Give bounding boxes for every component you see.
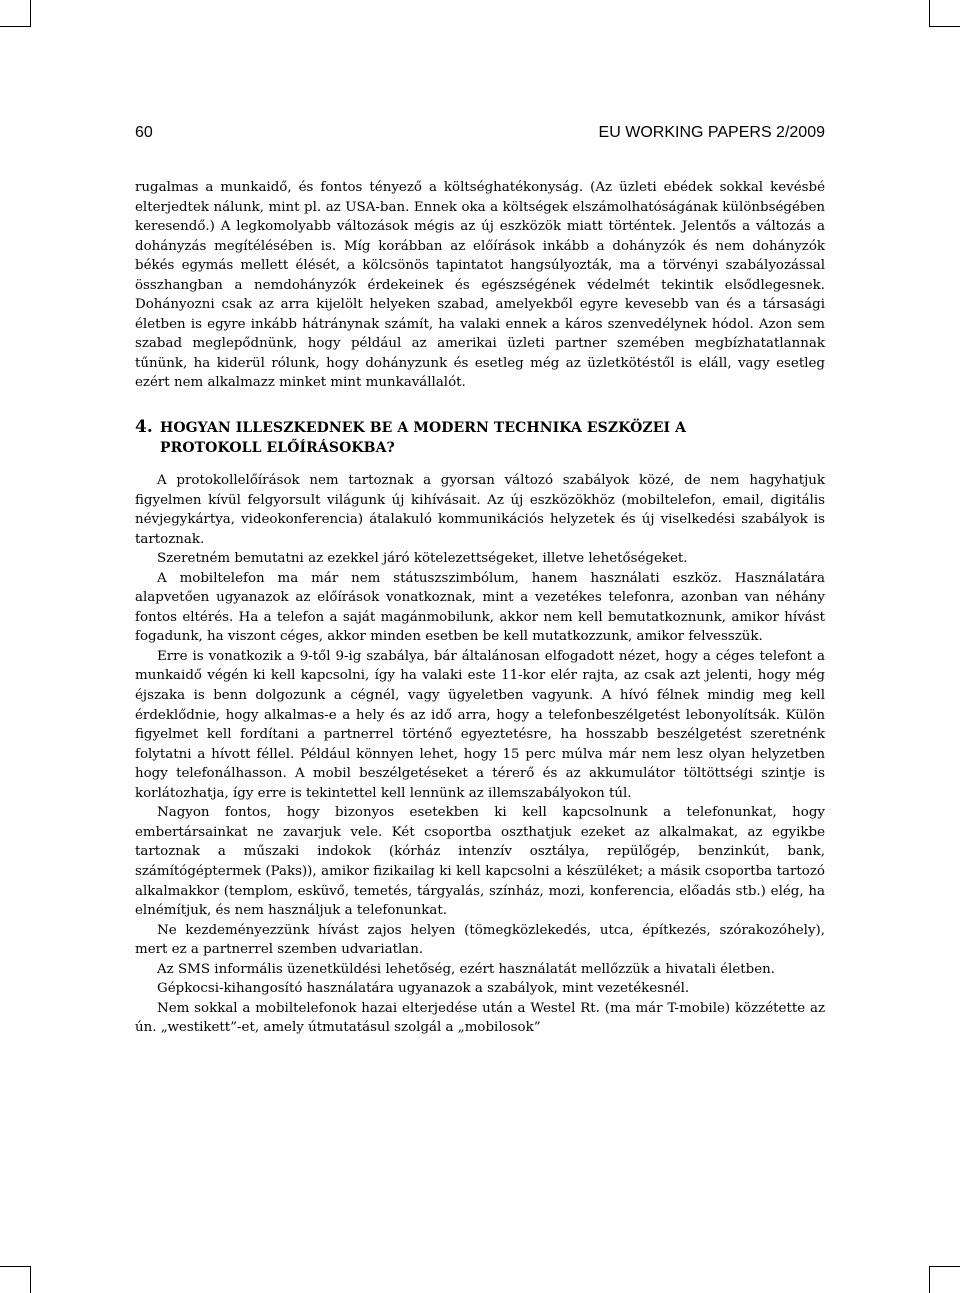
page-header — [135, 124, 825, 148]
paragraph: Nem sokkal a mobiltelefonok hazai elterjedése után a Westel Rt. (ma már T-mobile) közzétette az ún. „westikett”-et, amely útmutatásul szolgál a „mobilosok” — [135, 1000, 825, 1036]
crop-mark-top-left-v — [30, 0, 31, 27]
paragraph: Ne kezdeményezzünk hívást zajos helyen (tömegközlekedés, utca, építkezés, szórakozóhely), mert ez a partnerrel szemben udvariatlan. — [135, 922, 825, 958]
crop-mark-top-right-v — [929, 0, 930, 27]
paragraph: Gépkocsi-kihangosító használatára ugyanazok a szabályok, mint vezetékesnél. — [157, 981, 690, 997]
section-title-line2: PROTOKOLL ELŐÍRÁSOKBA? — [160, 440, 395, 457]
paragraph: A protokollelőírások nem tartoznak a gyorsan változó szabályok közé, de nem hagyhatjuk figyelmen kívül felgyorsult világunk új kihívásait. Az új eszközökhöz (mobiltelefon, email, digitális névjegykártya, videokonferencia) átalakuló kommunikációs helyzetek és új viselkedési szabályok is tartoznak. — [135, 473, 825, 547]
page-number: 60 — [135, 124, 153, 141]
paragraph: Az SMS informális üzenetküldési lehetőség, ezért használatát mellőzzük a hivatali életben. — [157, 961, 776, 977]
crop-mark-bottom-left-h — [0, 1266, 31, 1267]
paragraph: Nagyon fontos, hogy bizonyos esetekben ki kell kapcsolnunk a telefonunkat, hogy embertársainkat ne zavarjuk vele. Két csoportba oszthatjuk ezeket az alkalmakat, az egyikbe tartoznak a műszaki indokok (kórház intenzív osztálya, repülőgép, benzinkút, bank, számítógéptermek (Paks)), amikor fizikailag ki kell kapcsolni a készüléket; a másik csoportba tartozó alkalmakkor (templom, esküvő, temetés, tárgyalás, színház, mozi, konferencia, előadás stb.) elég, ha elnémítjuk, és nem használjuk a telefonunkat. — [135, 805, 825, 919]
paragraph: Erre is vonatkozik a 9-től 9-ig szabálya, bár általánosan elfogadott nézet, hogy a céges telefont a munkaidő végén ki kell kapcsolni, így ha valaki este 11-kor elér rajta, az csak azt jelenti, hogy még éjszaka is benn dolgozunk a cégnél, vagy ügyeletben vagyunk. A hívó félnek mindig meg kell érdeklődnie, hogy alkalmas-e a hely és az idő arra, hogy a telefonbeszélgetést lebonyolítsák. Külön figyelmet kell fordítani a partnerrel történő egyeztetésre, ha hosszabb beszélgetést szeretnénk folytatni a hívott féllel. Például könnyen lehet, hogy 15 perc múlva már nem lesz olyan helyzetben hogy telefonálhasson. A mobil beszélgetéseket a térerő és az akkumulátor töltöttségi szintje is korlátozhatja, így erre is tekintettel kell lennünk az illemszabályokon túl. — [135, 648, 825, 801]
section-title-line1: HOGYAN ILLESZKEDNEK BE A MODERN TECHNIKA ESZKÖZEI A — [160, 420, 687, 437]
running-title: EU WORKING PAPERS 2/2009 — [598, 124, 825, 141]
crop-mark-bottom-right-h — [929, 1266, 960, 1267]
section-number: 4. — [135, 417, 153, 438]
crop-mark-bottom-left-v — [30, 1266, 31, 1293]
crop-mark-top-right-h — [929, 26, 960, 27]
paragraph-intro: rugalmas a munkaidő, és fontos tényező a költséghatékonyság. (Az üzleti ebédek sokkal kevésbé elterjedtek nálunk, mint pl. az USA-ban. Ennek oka a költségek elszámolhatóságának különbségében keresendő.) A legkomolyabb változások mégis az új eszközök miatt történtek. Jelentős a változás a dohányzás megítélésében is. Míg korábban az előírások inkább a dohányzók és nem dohányzók békés egymás mellett élését, a kölcsönös tapintatot hangsúlyozták, ma a törvényi szabályozással összhangban a nemdohányzók érdekeinek és egészségének védelmét tekintik elsődlegesnek. Dohányozni csak az arra kijelölt helyeken szabad, amelyekből egyre kevesebb van és a társasági életben is egyre inkább hátránynak számít, ha valaki ennek a káros szenvedélynek hódol. Azon sem szabad meglepődnünk, hogy például az amerikai üzleti partner szemében megbízhatatlannak tűnünk, ha kiderül rólunk, hogy dohányzunk és esetleg még az üzletkötéstől is eláll, vagy esetleg ezért nem alkalmazz minket mint munkavállalót. — [135, 180, 825, 391]
paragraph: A mobiltelefon ma már nem státuszszimbólum, hanem használati eszköz. Használatára alapvetően ugyanazok az előírások vonatkoznak, mint a vezetékes telefonra, azonban van néhány fontos eltérés. Ha a telefon a saját magánmobilunk, akkor nem kell bemutatkoznunk, amikor hívást fogadunk, ha viszont céges, akkor minden esetben be kell mutatkozzunk, amikor felvesszük. — [135, 570, 825, 645]
page-body — [135, 178, 825, 1038]
crop-mark-top-left-h — [0, 26, 31, 27]
paragraph: Szeretném bemutatni az ezekkel járó kötelezettségeket, illetve lehetőségeket. — [157, 551, 688, 567]
crop-mark-bottom-right-v — [929, 1266, 930, 1293]
section-heading — [135, 417, 825, 458]
